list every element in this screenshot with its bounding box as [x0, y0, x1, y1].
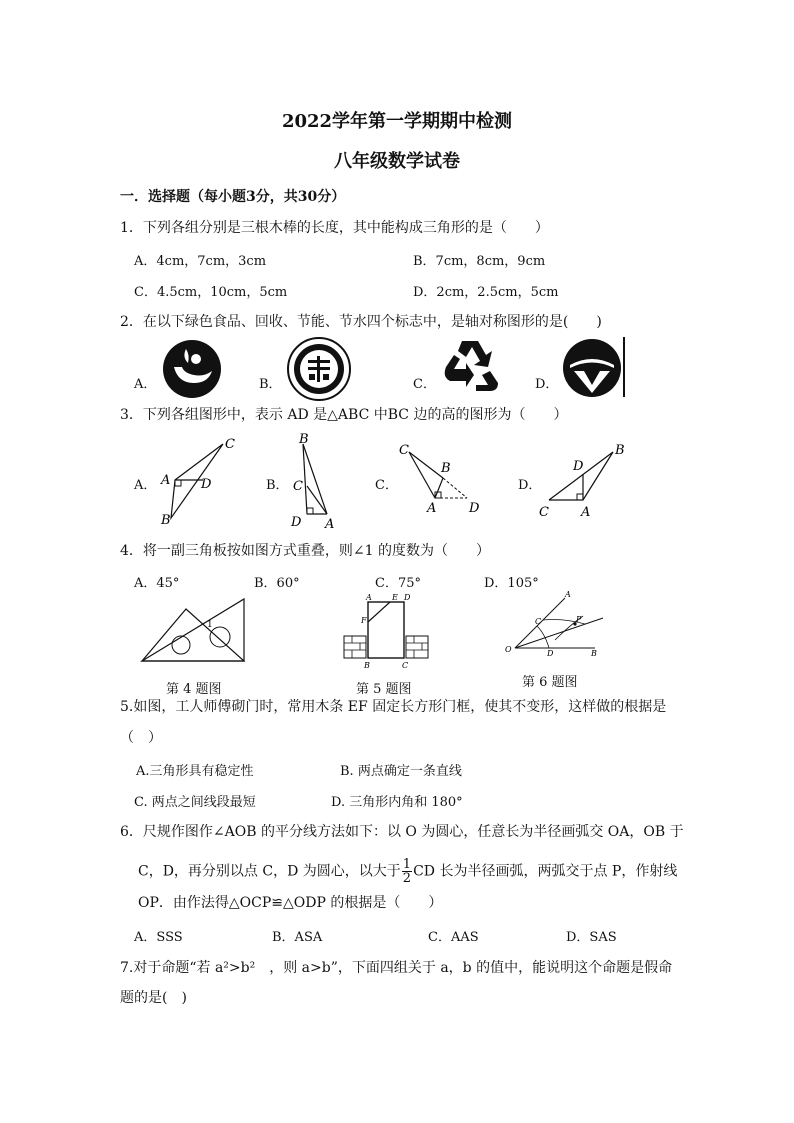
q4-option-b: B．60°	[254, 576, 300, 591]
q2-stem: 2．在以下绿色食品、回收、节能、节水四个标志中，是轴对称图形的是( )	[120, 314, 602, 330]
figure-4-caption: 第 4 题图	[166, 682, 222, 697]
q5-option-a: A.三角形具有稳定性	[136, 764, 254, 779]
figure-5-door-frame	[342, 592, 432, 672]
q5-option-b: B. 两点确定一条直线	[340, 764, 462, 779]
fig5-label-a: A	[366, 593, 372, 602]
fig6-label-o: O	[505, 645, 512, 654]
q5-option-c: C. 两点之间线段最短	[134, 795, 256, 810]
fig6-label-a: A	[565, 590, 571, 599]
fig5-label-d: D	[404, 593, 411, 602]
q3-figure-d	[535, 438, 635, 520]
exam-subtitle: 八年级数学试卷	[334, 151, 460, 172]
q1-option-c: C．4.5cm，10cm，5cm	[134, 285, 288, 300]
figure-6-caption: 第 6 题图	[522, 675, 578, 690]
q6-line2	[138, 858, 677, 885]
q3c-label-c: C	[399, 443, 409, 458]
q3c-label-b: B	[441, 461, 451, 476]
q1-option-a: A．4cm，7cm，3cm	[134, 254, 267, 269]
q3-option-c: C．	[375, 478, 398, 493]
fig6-label-d: D	[547, 649, 554, 658]
recycle-round-logo-icon	[286, 336, 352, 402]
q3b-label-a: A	[325, 517, 335, 532]
energy-saving-logo-icon	[560, 335, 628, 399]
q2-option-a: A．	[134, 377, 157, 392]
q3b-label-c: C	[293, 479, 303, 494]
q3a-label-b: B	[161, 513, 171, 528]
q3c-label-d: D	[469, 501, 480, 516]
fraction-numerator: 1	[402, 857, 412, 872]
q3-figure-a	[155, 434, 245, 530]
q6-line2-part1: C，D，再分别以点 C，D 为圆心，以大于	[138, 863, 401, 880]
q3a-label-d: D	[201, 477, 212, 492]
q6-option-d: D．SAS	[566, 930, 617, 945]
fig5-label-f: F	[361, 616, 367, 625]
q4-stem: 4．将一副三角板按如图方式重叠，则∠1 的度数为（ ）	[120, 543, 490, 559]
q3a-label-c: C	[225, 437, 235, 452]
q3b-label-d: D	[291, 515, 302, 530]
q3a-label-a: A	[161, 473, 171, 488]
q5-stem-line2: （ ）	[120, 730, 162, 746]
q3d-label-d: D	[573, 459, 584, 474]
q4-option-a: A．45°	[134, 576, 180, 591]
q6-option-b: B．ASA	[272, 930, 323, 945]
q1-option-d: D．2cm，2.5cm，5cm	[413, 285, 559, 300]
figure-6-angle-bisector	[503, 590, 605, 660]
q4-option-c: C．75°	[375, 576, 421, 591]
q3-figure-b	[285, 432, 345, 532]
fig6-label-b: B	[591, 649, 597, 658]
q3d-label-b: B	[615, 443, 625, 458]
fraction-denominator: 2	[402, 871, 412, 886]
q3-figure-c	[395, 440, 490, 520]
fig6-label-p: P	[576, 615, 582, 624]
q1-option-b: B．7cm，8cm，9cm	[413, 254, 546, 269]
q2-option-b: B．	[259, 377, 282, 392]
fig5-label-c: C	[402, 661, 409, 670]
fig5-label-e: E	[392, 593, 398, 602]
figure-4-triangles	[138, 595, 250, 667]
q6-option-a: A．SSS	[134, 930, 183, 945]
q6-line3: OP．由作法得△OCP≌△ODP 的根据是（ ）	[138, 895, 443, 911]
one-half-fraction	[402, 858, 412, 885]
recycle-arrows-icon	[440, 337, 500, 395]
q5-stem-line1: 5.如图，工人师傅砌门时，常用木条 EF 固定长方形门框，使其不变形，这样做的根据是	[120, 699, 667, 715]
q7-line1: 7.对于命题“若 a²>b² ，则 a>b”，下面四组关于 a，b 的值中，能说明这个命题是假命	[120, 960, 673, 976]
fig6-label-c: C	[535, 617, 542, 626]
green-food-logo-icon	[160, 337, 224, 401]
q1-stem: 1．下列各组分别是三根木棒的长度，其中能构成三角形的是（ ）	[120, 220, 549, 236]
q3d-label-a: A	[581, 505, 591, 520]
q6-option-c: C．AAS	[428, 930, 479, 945]
fig4-angle-label: 1	[207, 620, 213, 630]
q3-stem: 3．下列各组图形中，表示 AD 是△ABC 中BC 边的高的图形为（ ）	[120, 407, 568, 423]
q7-line2: 题的是( )	[120, 990, 187, 1006]
q3-option-d: D．	[518, 478, 542, 493]
q2-option-d: D．	[535, 377, 559, 392]
q6-line2-part2: CD 长为半径画弧，两弧交于点 P，作射线	[413, 863, 678, 880]
section-heading: 一．选择题（每小题3分，共30分）	[120, 189, 346, 205]
q3b-label-b: B	[299, 432, 309, 447]
q3-option-a: A．	[134, 478, 157, 493]
q2-option-c: C．	[413, 377, 436, 392]
q3c-label-a: A	[427, 501, 437, 516]
q3d-label-c: C	[539, 505, 549, 520]
q4-option-d: D．105°	[484, 576, 539, 591]
q5-option-d: D. 三角形内角和 180°	[331, 795, 463, 810]
exam-title: 2022学年第一学期期中检测	[281, 111, 513, 132]
figure-5-caption: 第 5 题图	[356, 682, 412, 697]
q3-option-b: B．	[266, 478, 289, 493]
fig5-label-b: B	[364, 661, 370, 670]
q6-line1: 6．尺规作图作∠AOB 的平分线方法如下：以 O 为圆心，任意长为半径画弧交 OA，OB 于	[120, 824, 684, 840]
